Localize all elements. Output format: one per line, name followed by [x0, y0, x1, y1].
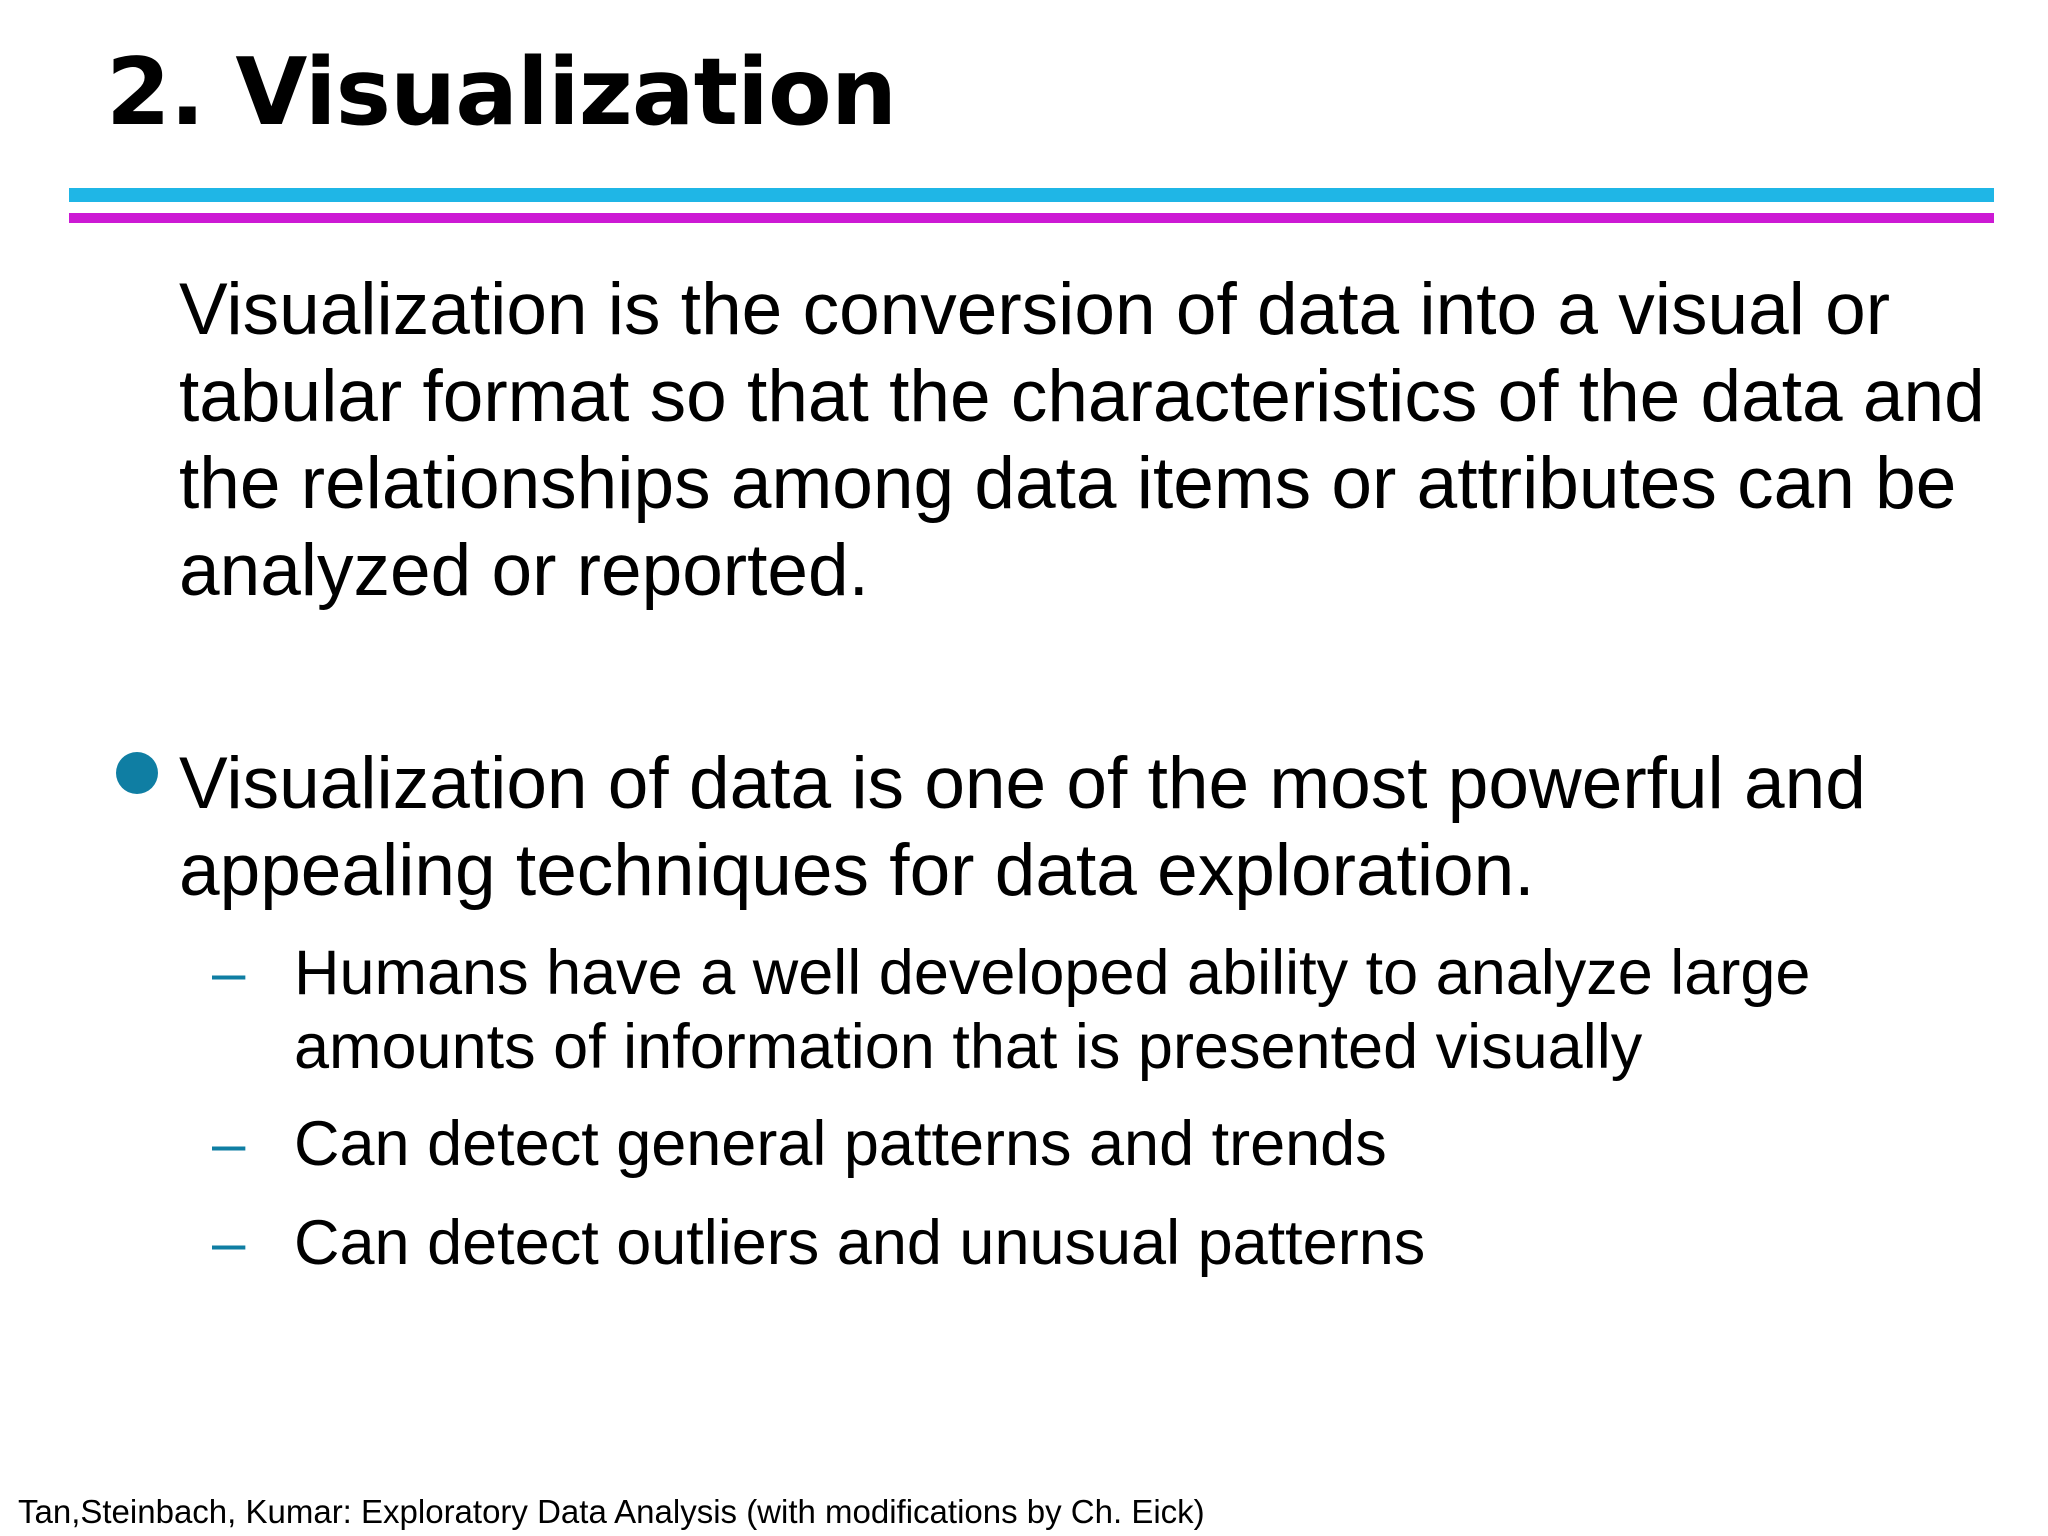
intro-paragraph: Visualization is the conversion of data into a visual or tabular format so that the characteristics of the data and the relationships among data items or attributes can be analyzed or reported. [179, 269, 1985, 611]
dash-icon: – [212, 1110, 246, 1177]
dash-icon: – [212, 1209, 246, 1276]
title-divider-top [69, 188, 1994, 202]
bullet-text: Visualization of data is one of the most powerful and appealing techniques for data exploration. [179, 743, 1866, 911]
title-divider-bottom [69, 213, 1994, 223]
sub-bullet-text: Humans have a well developed ability to analyze large amounts of information that is presented visually [294, 938, 1811, 1082]
bullet-dot-icon [116, 752, 158, 794]
footer-citation: Tan,Steinbach, Kumar: Exploratory Data Analysis (with modifications by Ch. Eick) [18, 1493, 1205, 1530]
sub-bullet-text: Can detect general patterns and trends [294, 1109, 1387, 1179]
dash-icon: – [212, 939, 246, 1006]
sub-bullet-text: Can detect outliers and unusual patterns [294, 1208, 1426, 1278]
slide-title: 2. Visualization [106, 38, 897, 146]
